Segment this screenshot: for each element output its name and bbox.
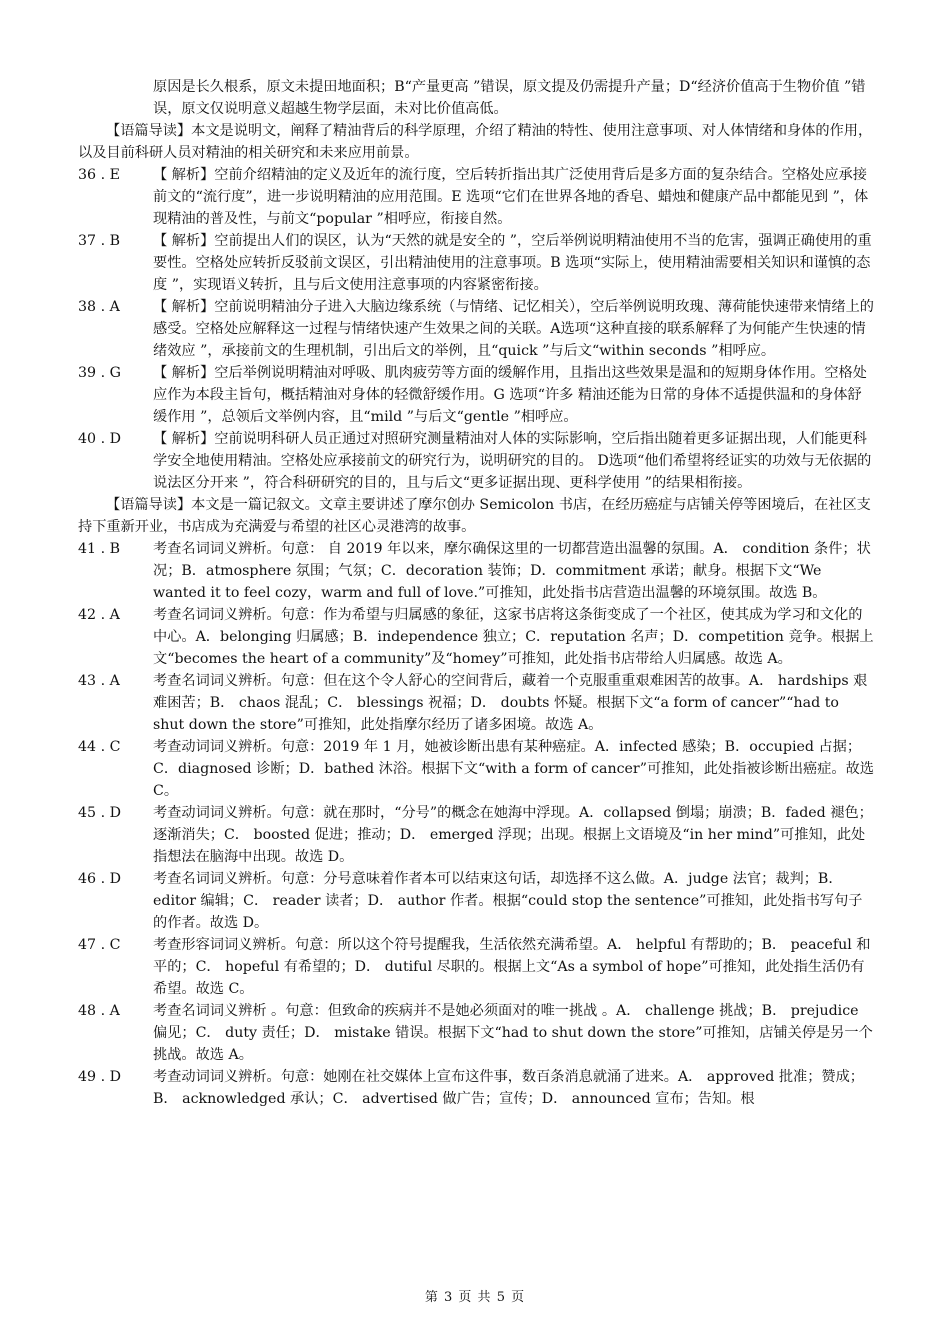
intro-paragraph: 原因是长久根系，原文未提田地面积；B“产量更高 ”错误，原文提及仍需提升产量；D“经济价值高于生物价值 ”错误，原文仅说明意义超越生物学层面，未对比价值高低。 bbox=[153, 79, 866, 117]
answer-explanation: 考查名词词义辨析。句意： 自 2019 年以来，摩尔确保这里的一切都营造出温馨的氛围。A． condition 条件；状况；B．atmosphere 氛围；气氛；C．decoration 装饰；D．commitment 承诺；献身。根据下文“We wanted it to feel cozy，warm and full of love.”可推知，此处指书店营造出温馨的环境氛围。故选 B。 bbox=[153, 541, 871, 601]
answer-explanation: 考查名词词义辨析。句意：分号意味着作者本可以结束这句话，却选择不这么做。A．judge 法官；裁判；B． editor 编辑；C． reader 读者；D． author 作者。根据“could stop the sentence”可推知，此处指书写句子的作者。故选 D。 bbox=[153, 871, 863, 931]
answer-item-40 bbox=[78, 428, 874, 494]
answer-number: 36 . E bbox=[78, 167, 120, 183]
document-page bbox=[78, 76, 874, 1110]
page-footer: 第 3 页 共 5 页 bbox=[424, 1290, 526, 1305]
answer-number: 37 . B bbox=[78, 233, 121, 249]
answer-explanation: 【 解析】空前提出人们的误区，认为“天然的就是安全的 ”，空后举例说明精油使用不当的危害，强调正确使用的重要性。空格处应转折反驳前文误区，引出精油使用的注意事项。B 选项“实际上，使用精油需要相关知识和谨慎的态度 ”，实现语义转折，且与后文使用注意事项的内容紧密衔接。 bbox=[153, 233, 872, 293]
answer-item-49 bbox=[78, 1066, 874, 1110]
passage-guide-2: 【语篇导读】本文是一篇记叙文。文章主要讲述了摩尔创办 Semicolon 书店，在经历癌症与店铺关停等困境后，在社区支持下重新开业，书店成为充满爱与希望的社区心灵港湾的故事。 bbox=[78, 497, 871, 535]
answer-number: 44 . C bbox=[78, 739, 121, 755]
answer-number: 42 . A bbox=[78, 607, 120, 623]
answer-item-38 bbox=[78, 296, 874, 362]
answer-item-41 bbox=[78, 538, 874, 604]
answer-number: 46 . D bbox=[78, 871, 121, 887]
answer-explanation: 考查形容词词义辨析。句意：所以这个符号提醒我，生活依然充满希望。A． helpful 有帮助的；B． peaceful 和平的；C． hopeful 有希望的；D． dutiful 尽职的。根据上文“As a symbol of hope”可推知，此处指生活仍有希望。故选 C。 bbox=[153, 937, 871, 997]
answer-item-43 bbox=[78, 670, 874, 736]
answer-explanation: 考查动词词义辨析。句意：她刚在社交媒体上宣布这件事，数百条消息就涌了进来。A． approved 批准；赞成；B． acknowledged 承认；C． advertised 做广告；宣传；D． announced 宣布；告知。根 bbox=[153, 1069, 864, 1107]
answer-item-48 bbox=[78, 1000, 874, 1066]
answer-explanation: 考查名词词义辨析。句意：但在这个令人舒心的空间背后，藏着一个克服重重艰难困苦的故事。A． hardships 艰难困苦；B． chaos 混乱；C． blessings 祝福；D． doubts 怀疑。根据下文“a form of cancer”“had to shut down the store”可推知，此处指摩尔经历了诸多困境。故选 A。 bbox=[153, 673, 868, 733]
answer-number: 45 . D bbox=[78, 805, 121, 821]
answer-item-47 bbox=[78, 934, 874, 1000]
answer-number: 39 . G bbox=[78, 365, 121, 381]
answer-explanation: 考查名词词义辨析。句意：作为希望与归属感的象征，这家书店将这条街变成了一个社区，使其成为学习和文化的中心。A．belonging 归属感；B．independence 独立；C．reputation 名声；D．competition 竞争。根据上文“becomes the heart of a community”及“homey”可推知，此处指书店带给人归属感。故选 A。 bbox=[153, 607, 874, 667]
answer-number: 40 . D bbox=[78, 431, 121, 447]
answer-number: 38 . A bbox=[78, 299, 120, 315]
answer-item-46 bbox=[78, 868, 874, 934]
answer-item-45 bbox=[78, 802, 874, 868]
answer-number: 41 . B bbox=[78, 541, 121, 557]
answer-item-42 bbox=[78, 604, 874, 670]
answer-number: 47 . C bbox=[78, 937, 121, 953]
answer-explanation: 【 解析】空前说明科研人员正通过对照研究测量精油对人体的实际影响，空后指出随着更多证据出现，人们能更科学安全地使用精油。空格处应承接前文的研究行为，说明研究的目的。 D选项“他们希望将经证实的功效与无依据的说法区分开来 ”，符合科研研究的目的，且与后文“更多证据出现、更科学使用 ”的结果相衔接。 bbox=[153, 431, 872, 491]
answer-explanation: 【 解析】空前介绍精油的定义及近年的流行度，空后转折指出其广泛使用背后是多方面的复杂结合。空格处应承接前文的“流行度”，进一步说明精油的应用范围。E 选项“它们在世界各地的香皂、蜡烛和健康产品中都能见到 ”，体现精油的普及性，与前文“popular ”相呼应，衔接自然。 bbox=[153, 167, 869, 227]
answer-item-36 bbox=[78, 164, 874, 230]
answer-number: 43 . A bbox=[78, 673, 120, 689]
answer-number: 48 . A bbox=[78, 1003, 120, 1019]
answer-explanation: 考查动词词义辨析。句意：2019 年 1 月，她被诊断出患有某种癌症。A．infected 感染；B．occupied 占据；C．diagnosed 诊断；D．bathed 沐浴。根据下文“with a form of cancer”可推知，此处指被诊断出癌症。故选 C。 bbox=[153, 739, 874, 799]
answer-explanation: 【 解析】空后举例说明精油对呼吸、肌肉疲劳等方面的缓解作用，且指出这些效果是温和的短期身体作用。空格处应作为本段主旨句，概括精油对身体的轻微舒缓作用。G 选项“许多 精油还能为日常的身体不适提供温和的身体舒缓作用 ”，总领后文举例内容，且“mild ”与后文“gentle ”相呼应。 bbox=[153, 365, 867, 425]
answer-item-44 bbox=[78, 736, 874, 802]
answer-item-37 bbox=[78, 230, 874, 296]
answer-explanation: 考查名词词义辨析 。句意：但致命的疾病并不是她必须面对的唯一挑战 。A． challenge 挑战；B． prejudice 偏见；C． duty 责任；D． mistake 错误。根据下文“had to shut down the store”可推知，店铺关停是另一个挑战。故选 A。 bbox=[153, 1003, 873, 1063]
answer-number: 49 . D bbox=[78, 1069, 121, 1085]
answer-explanation: 【 解析】空前说明精油分子进入大脑边缘系统（与情绪、记忆相关），空后举例说明玫瑰、薄荷能快速带来情绪上的感受。空格处应解释这一过程与情绪快速产生效果之间的关联。A选项“这种直接的联系解释了为何能产生快速的情绪效应 ”，承接前文的生理机制，引出后文的举例，且“quick ”与后文“within seconds ”相呼应。 bbox=[153, 299, 874, 359]
passage-guide-1: 【语篇导读】本文是说明文，阐释了精油背后的科学原理，介绍了精油的特性、使用注意事项、对人体情绪和身体的作用，以及目前科研人员对精油的相关研究和未来应用前景。 bbox=[78, 123, 873, 161]
answer-explanation: 考查动词词义辨析。句意：就在那时，“分号”的概念在她海中浮现。A．collapsed 倒塌；崩溃；B．faded 褪色；逐渐消失；C． boosted 促进；推动；D． emerged 浮现；出现。根据上文语境及“in her mind”可推知，此处指想法在脑海中出现。故选 D。 bbox=[153, 805, 873, 865]
answer-item-39 bbox=[78, 362, 874, 428]
